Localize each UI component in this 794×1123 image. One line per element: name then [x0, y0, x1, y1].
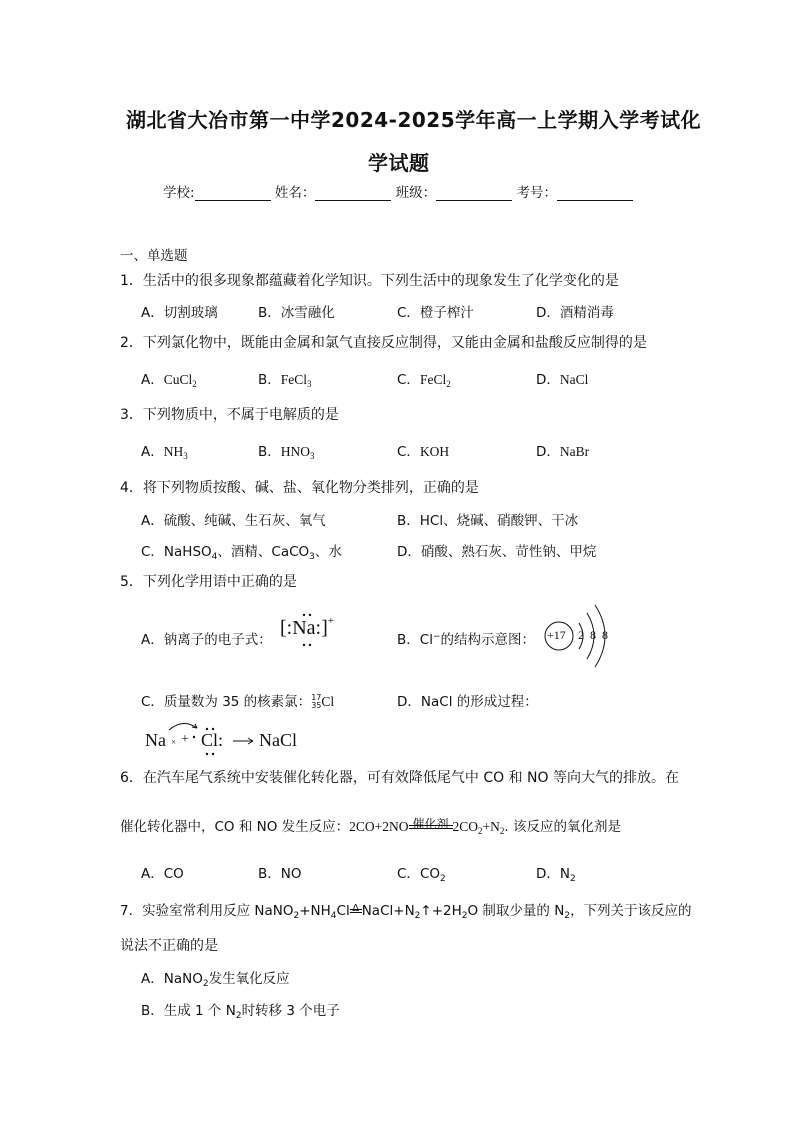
class-label: 班级：	[395, 185, 437, 201]
formation-product: NaCl	[259, 730, 297, 750]
exam-no-label: 考号：	[516, 185, 557, 201]
q6-a-formula: CO	[163, 866, 184, 882]
shell-2-count: 8	[590, 628, 596, 642]
q3-option-c[interactable]	[397, 440, 449, 460]
q2-b-formula: FeCl	[280, 372, 308, 387]
q7-sub3: 2	[414, 911, 421, 921]
name-label: 姓名：	[274, 185, 316, 201]
q2-b-label: B．	[258, 372, 281, 388]
q4-option-d[interactable]: D．硝酸、熟石灰、苛性钠、甲烷	[397, 544, 597, 560]
q4-option-a[interactable]: A．硫酸、纯碱、生石灰、氧气	[141, 513, 326, 529]
q2-stem: 2．下列氯化物中，既能由金属和氯气直接反应制得，又能由金属和盐酸反应制得的是	[120, 335, 647, 351]
q4-c-mid: 、酒精、CaCO	[217, 544, 310, 560]
q6-eq-right-a: 2CO	[452, 819, 479, 834]
q2-a-sub: 2	[192, 379, 197, 389]
q1-option-b[interactable]: B．冰雪融化	[258, 305, 335, 321]
sodium-ion-formula: [:Na:]	[280, 617, 328, 639]
q3-c-formula: KOH	[419, 444, 450, 459]
q1-stem: 1．生活中的很多现象都蕴藏着化学知识。下列生活中的现象发生了化学变化的是	[120, 273, 619, 289]
q3-a-formula: NH	[163, 444, 184, 459]
q3-option-a[interactable]	[141, 440, 188, 461]
q4-c-post: 、水	[314, 544, 342, 560]
q5-b-sup: −	[432, 632, 441, 642]
nuclide-numbers	[311, 694, 321, 710]
page-title-line1: 湖北省大冶市第一中学2024-2025学年高一上学期入学考试化	[126, 108, 702, 132]
q5-b-pre: B．Cl	[397, 632, 433, 648]
q6-c-formula: CO	[419, 866, 440, 882]
formation-cross: ×	[171, 737, 177, 747]
q7-b-post: 时转移 3 个电子	[241, 1003, 340, 1019]
q5-option-c[interactable]	[141, 690, 334, 710]
q7-sub1: 2	[293, 911, 300, 921]
q2-b-sub: 3	[307, 379, 312, 389]
q7-line2: 说法不正确的是	[120, 938, 218, 954]
q2-option-c[interactable]	[397, 368, 451, 389]
q2-c-sub: 2	[446, 379, 451, 389]
q6-eq-sub1: 2	[478, 826, 483, 836]
q5-stem: 5．下列化学用语中正确的是	[120, 574, 297, 590]
q3-b-sub: 3	[310, 451, 315, 461]
q6-d-formula: N	[559, 866, 571, 882]
q5-a-label: A．钠离子的电子式：	[141, 632, 272, 648]
q7-sub5: 2	[564, 911, 571, 921]
q2-a-label: A．	[141, 372, 164, 388]
q5-c-label: C．质量数为 35 的核素氯：	[141, 694, 312, 710]
q7-option-a[interactable]	[141, 967, 290, 989]
q7-text-f: O 制取少量的 N	[467, 903, 565, 919]
q6-c-sub: 2	[440, 874, 446, 884]
q7-line1	[120, 899, 692, 921]
q7-sub2: 4	[330, 911, 337, 921]
nacl-formation-diagram	[145, 720, 325, 756]
q6-option-b[interactable]	[258, 862, 302, 882]
q3-d-formula: NaBr	[559, 444, 590, 459]
sodium-ion-electron-formula	[280, 615, 334, 640]
q6-option-c[interactable]	[397, 862, 446, 884]
q6-option-a[interactable]	[141, 862, 184, 882]
q2-option-a[interactable]	[141, 368, 197, 389]
q7-b-pre: B．生成 1 个 N	[141, 1003, 236, 1019]
q5-option-d[interactable]: D．NaCl 的形成过程：	[397, 694, 538, 710]
page-title-line2: 学试题	[368, 151, 430, 175]
q4-option-c[interactable]	[141, 540, 342, 562]
q6-line2-pre: 催化转化器中，CO 和 NO 发生反应：	[120, 819, 350, 835]
q5-option-b[interactable]	[397, 628, 535, 648]
chloride-structure-diagram	[541, 601, 613, 671]
q4-c-pre: C．NaHSO	[141, 544, 212, 560]
q3-option-d[interactable]	[536, 440, 589, 460]
q6-c-label: C．	[397, 866, 420, 882]
q7-a-pre: A．NaNO	[141, 971, 203, 987]
q6-b-formula: NO	[280, 866, 302, 882]
q7-text-d: NaCl+N	[361, 903, 415, 919]
q1-option-c[interactable]: C．橙子榨汁	[397, 305, 474, 321]
school-blank[interactable]	[195, 186, 271, 201]
section-heading: 一、单选题	[120, 248, 188, 264]
q3-b-formula: HNO	[280, 444, 311, 459]
q4-c-sub2: 3	[309, 552, 315, 562]
q3-d-label: D．	[536, 444, 560, 460]
q7-text-a: 7．实验室常利用反应 NaNO	[120, 903, 294, 919]
q6-option-d[interactable]	[536, 862, 576, 884]
name-blank[interactable]	[315, 186, 391, 201]
q3-a-label: A．	[141, 444, 164, 460]
q6-d-label: D．	[536, 866, 560, 882]
nuclide-top-number: 17	[311, 693, 322, 702]
q6-a-label: A．	[141, 866, 164, 882]
q5-b-post: 的结构示意图：	[440, 632, 535, 648]
q6-line2	[120, 815, 621, 836]
q7-text-c: Cl	[336, 903, 350, 919]
q3-option-b[interactable]	[258, 440, 315, 461]
q6-eq-sub2: 2	[499, 826, 505, 836]
q7-text-b: +NH	[299, 903, 331, 919]
nuclide-bottom-number: 35	[311, 701, 322, 710]
formation-na: Na	[145, 730, 166, 750]
q2-d-label: D．	[536, 372, 560, 388]
q7-delta: Δ	[352, 903, 360, 914]
q6-eq-left: 2CO+2NO	[349, 819, 409, 834]
q4-c-sub1: 4	[211, 552, 218, 562]
q4-option-b[interactable]: B．HCl、烧碱、硝酸钾、干冰	[397, 513, 579, 529]
formation-plus: +	[181, 732, 189, 747]
q6-line1: 6．在汽车尾气系统中安装催化转化器，可有效降低尾气中 CO 和 NO 等向大气的排放。在	[120, 770, 679, 786]
q3-b-label: B．	[258, 444, 281, 460]
q1-option-d[interactable]: D．酒精消毒	[536, 305, 614, 321]
exam-no-blank[interactable]	[557, 186, 633, 201]
q4-stem: 4．将下列物质按酸、碱、盐、氧化物分类排列，正确的是	[120, 480, 479, 496]
school-label: 学校:	[163, 185, 195, 201]
q7-sub4: 2	[461, 911, 468, 921]
q7-a-post: 发生氧化反应	[208, 971, 290, 987]
q2-option-d[interactable]	[536, 368, 588, 388]
q7-b-sub: 2	[235, 1011, 242, 1021]
q7-text-e: ↑+2H	[420, 903, 462, 919]
nucleus-charge: +17	[547, 628, 566, 642]
q1-option-a[interactable]: A．切割玻璃	[141, 305, 218, 321]
formation-arrows	[145, 720, 325, 756]
q6-d-sub: 2	[570, 874, 576, 884]
shell-1-count: 2	[578, 628, 584, 642]
q2-option-b[interactable]	[258, 368, 312, 389]
q6-line2-post: . 该反应的氧化剂是	[504, 819, 622, 835]
q3-stem: 3．下列物质中，不属于电解质的是	[120, 407, 339, 423]
q6-catalyst-label: 催化剂	[412, 817, 449, 831]
q7-a-sub: 2	[202, 979, 209, 989]
q3-a-sub: 3	[183, 451, 188, 461]
q2-d-formula: NaCl	[559, 372, 589, 387]
nuclide-symbol: Cl	[321, 694, 335, 709]
student-info	[163, 181, 633, 201]
q2-c-label: C．	[397, 372, 420, 388]
q2-c-formula: FeCl	[419, 372, 447, 387]
q2-a-formula: CuCl	[163, 372, 193, 387]
q6-eq-right-b: +N	[482, 819, 500, 834]
class-blank[interactable]	[436, 186, 512, 201]
q6-b-label: B．	[258, 866, 281, 882]
q5-option-a[interactable]	[141, 628, 272, 648]
q7-text-g: ，下列关于该反应的	[570, 903, 692, 919]
formation-cl: Cl:	[201, 730, 224, 750]
sodium-ion-charge: +	[327, 615, 334, 627]
q3-c-label: C．	[397, 444, 420, 460]
shell-3-count: 8	[602, 628, 608, 642]
q7-option-b[interactable]	[141, 999, 340, 1021]
electron-dots	[280, 609, 350, 649]
